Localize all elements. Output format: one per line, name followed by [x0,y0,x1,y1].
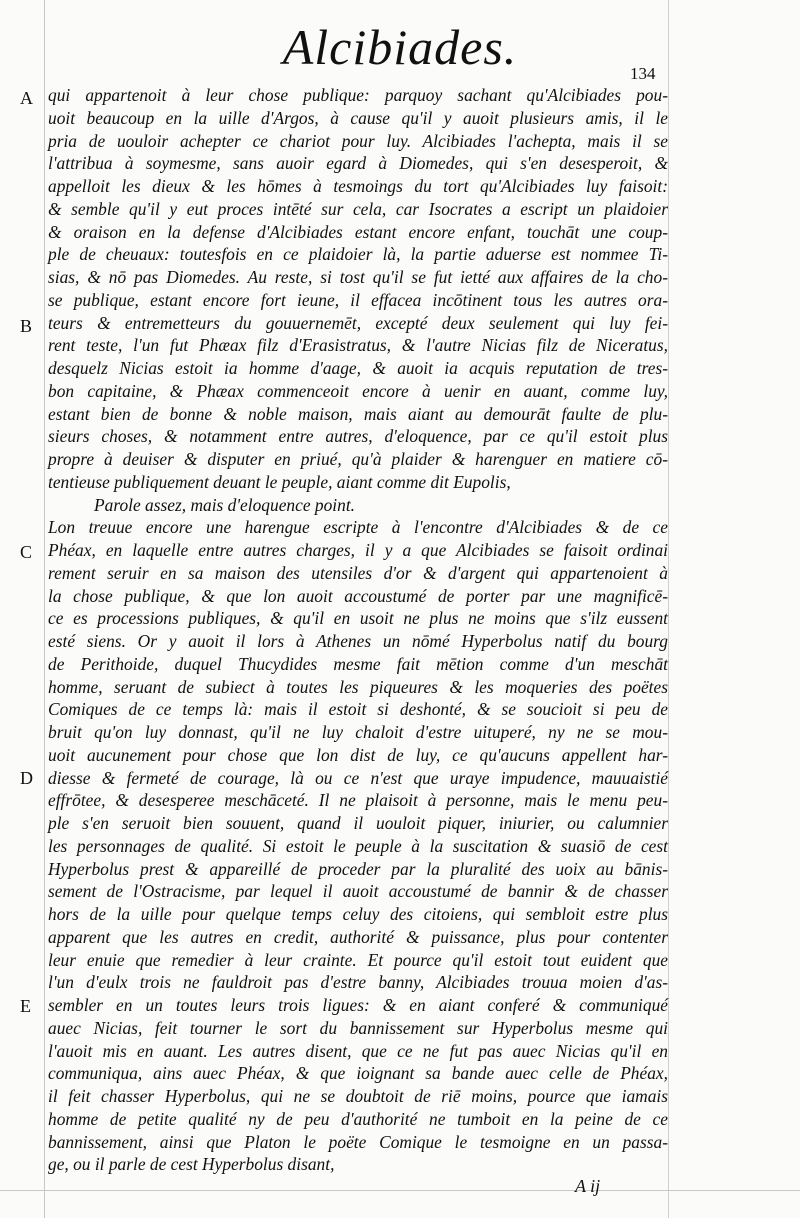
text-line: l'un d'eulx trois ne fauldroit pas d'estre banny, Alcibiades trouua moien d'as- [48,972,668,993]
verse-quote-line: Parole assez, mais d'eloquence point. [94,494,355,515]
right-margin-rule [668,0,669,1218]
text-line: il feit chasser Hyperbolus, qui ne se doubtoit de riē moins, pource que iamais [48,1086,668,1106]
text-line: auec Nicias, feit tourner le sort du bannissement sur Hyperbolus mesme qui [48,1017,668,1038]
text-line: teurs & entremetteurs du gouuernemēt, excepté deux seulement qui luy fei- [48,312,668,333]
text-line: ple s'en seruoit bien souuent, quand il uouloit piquer, iniurier, ou calumnier [48,813,668,833]
text-line: les personnages de qualité. Si estoit le peuple à la suscitation & suasiō de cest [48,835,668,856]
signature-mark: A ij [575,1176,601,1196]
margin-letter-d: D [20,768,33,788]
text-line: Phéax, en laquelle entre autres charges, il y a que Alcibiades se faisoit ordinai [48,540,668,560]
text-line: se publique, estant encore fort ieune, il effacea incōtinent tous les autres ora- [48,289,668,310]
text-line: sement de l'Ostracisme, par lequel il auoit accoustumé de bannir & de chasser [48,881,668,902]
text-line: l'attribua à soymesme, sans auoir egard à Diomedes, qui s'en desesperoit, & [48,153,668,174]
text-line: & semble qu'il y eut proces intēté sur cela, car Isocrates a escript un plaidoier [48,198,668,219]
text-line: bannissement, ainsi que Platon le poëte Comique le tesmoigne en un passa- [48,1131,668,1152]
margin-letter-e: E [20,996,31,1016]
text-line: homme, seruant de subiect à toutes les piqueures & les moqueries des poëtes [48,676,668,697]
text-line: Hyperbolus prest & appareillé de proceder par la pluralité des uoix au bānis- [48,858,668,879]
text-line: hors de la uille pour quelque temps celuy des citoiens, qui sembloit estre plus [48,904,668,924]
text-line: homme de petite qualité ny de peu d'authorité ne tumboit en la peine de ce [48,1108,668,1129]
text-line: qui appartenoit à leur chose publique: parquoy sachant qu'Alcibiades pou- [48,85,668,105]
text-line: la chose publique, & que lon auoit accoustumé de porter par une magnificē- [48,585,668,606]
text-line: desquelz Nicias estoit ia homme d'aage, & auoit ia acquis reputation de tres- [48,358,668,378]
text-line: effrōtee, & desesperee meschāceté. Il ne plaisoit à personne, mais le menu peu- [48,790,668,811]
text-line: & oraison en la defense d'Alcibiades estant encore enfant, touchāt une coup- [48,221,668,242]
text-line: tentieuse publiquement deuant le peuple, aiant comme dit Eupolis, [48,471,511,492]
text-line: sieurs choses, & notamment entre autres, d'eloquence, par ce qu'il estoit plus [48,426,668,447]
page-number: 134 [630,64,656,83]
text-line: appelloit les dieux & les hōmes à tesmoings du tort qu'Alcibiades luy faisoit: [48,176,668,196]
text-line: esté siens. Or y auoit il lors à Athenes un nōmé Hyperbolus natif du bourg [48,631,668,651]
text-line: apparent que les autres en credit, authorité & puissance, plus pour contenter [48,926,668,947]
text-line: ce es processions publiques, & qu'il en usoit ne plus ne moins que s'ilz eussent [48,608,668,629]
margin-letter-c: C [20,542,33,562]
text-line: ge, ou il parle de cest Hyperbolus disant, [48,1154,335,1175]
text-line: sembler en un toutes leurs trois ligues: & en aiant conferé & communiqué [48,995,668,1015]
running-title: Alcibiades. [282,19,518,75]
text-line: de Perithoide, duquel Thucydides mesme fait mētion comme d'un meschāt [48,653,668,674]
text-line: bon capitaine, & Phæax commenceoit encore à uenir en auant, comme luy, [48,380,668,401]
margin-letter-b: B [20,316,33,336]
text-line: uoit beaucoup en la uille d'Argos, à cause qu'il y auoit plusieurs amis, il le [48,107,668,128]
text-line: l'auoit mis en auant. Les autres disent, que ce ne fut pas auec Nicias qu'il en [48,1040,668,1061]
text-line: estant bien de bonne & noble maison, mais aiant au demourāt faulte de plu- [48,403,668,424]
margin-letter-a: A [20,88,33,108]
bottom-rule [0,1190,800,1191]
text-line: rement seruir en sa maison des utensiles d'or & d'argent qui appartenoient à [48,562,668,583]
text-line: leur enuie que remedier à leur crainte. Et pource qu'il estoit tout euident que [48,949,668,970]
text-line: Comiques de ce temps là: mais il estoit si deshonté, & se soucioit si peu de [48,699,668,720]
text-line: rent teste, l'un fut Phæax filz d'Erasistratus, & l'autre Nicias filz de Niceratus, [48,335,668,356]
left-margin-rule [44,0,45,1218]
text-line: Lon treuue encore une harengue escripte à l'encontre d'Alcibiades & de ce [48,517,668,538]
text-line: ple de cheuaux: toutesfois en ce plaidoier là, la partie aduerse est nommee Ti- [48,244,668,265]
text-line: sias, & nō pas Diomedes. Au reste, si tost qu'il se fut ietté aux affaires de la cho- [48,267,668,287]
text-line: diesse & fermeté de courage, là ou ce n'est que uraye impudence, mauuaistié [48,767,668,788]
text-line: communiqua, ains auec Phéax, & que ioignant sa bande auec celle de Phéax, [48,1063,668,1084]
text-line: uoit aucunement pour chose que lon dist de luy, ce qu'aucuns appellent har- [48,744,668,765]
body-text [48,84,668,1176]
text-line: propre à deuiser & disputer en priué, qu'à plaider & harenguer en matiere cō- [48,449,668,469]
text-line: pria de uouloir achepter ce chariot pour luy. Alcibiades l'achepta, mais il se [48,130,668,151]
text-line: bruit qu'on luy donnast, qu'il ne luy chaloit d'estre uituperé, ny ne se mou- [48,722,668,742]
